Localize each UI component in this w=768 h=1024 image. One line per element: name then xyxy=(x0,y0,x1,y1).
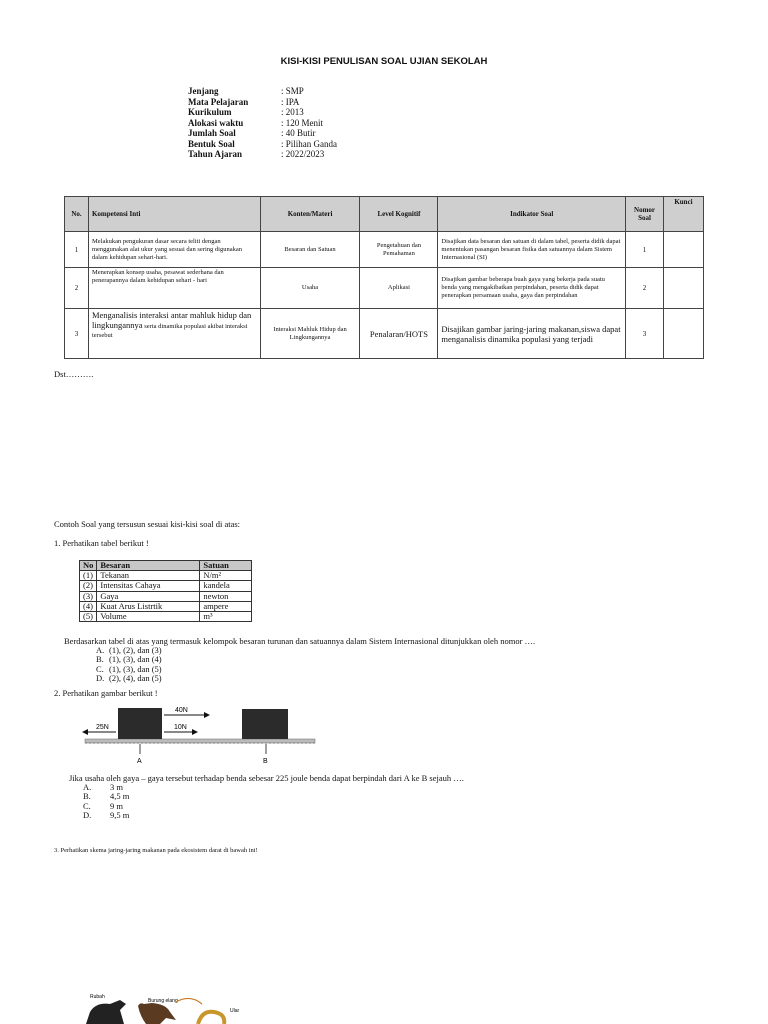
cell-materi: Besaran dan Satuan xyxy=(260,232,360,268)
cell-level: Pengetahuan dan Pemahaman xyxy=(360,232,438,268)
cell-materi: Usaha xyxy=(260,268,360,309)
header-satuan: Satuan xyxy=(200,561,252,571)
table-header-row xyxy=(65,197,704,232)
cell-no: 1 xyxy=(65,232,89,268)
food-web-figure xyxy=(80,990,260,1024)
meta-label: Mata Pelajaran xyxy=(188,96,249,107)
cell-besaran: Kuat Arus Listrtik xyxy=(97,601,200,611)
meta-value: : Pilihan Ganda xyxy=(281,138,337,149)
eagle-silhouette xyxy=(138,1003,176,1024)
option-text: (1), (2), dan (3) xyxy=(109,645,162,655)
option-text: (2), (4), dan (5) xyxy=(109,673,162,684)
option-text: (1), (3), dan (5) xyxy=(109,663,162,674)
header-level: Level Kognitif xyxy=(360,197,438,232)
meta-row xyxy=(188,97,337,108)
label-b: B xyxy=(263,758,268,765)
snake-silhouette xyxy=(198,1012,224,1024)
block-b xyxy=(242,709,288,739)
header-materi: Konten/Materi xyxy=(260,197,360,232)
option-letter: A. xyxy=(96,645,105,655)
cell-kunci xyxy=(664,309,704,359)
force-diagram xyxy=(80,702,320,768)
option-letter: B. xyxy=(96,654,104,665)
header-indikator: Indikator Soal xyxy=(438,197,626,232)
cell-no: (4) xyxy=(80,601,97,611)
header-kompetensi: Kompetensi Inti xyxy=(88,197,260,232)
meta-value: : 40 Butir xyxy=(281,128,316,138)
header-kunci: Kunci xyxy=(664,197,704,232)
besaran-table xyxy=(79,560,252,622)
option-text: 9,5 m xyxy=(110,810,130,821)
meta-label: Jenjang xyxy=(188,86,219,96)
header-besaran: Besaran xyxy=(97,561,200,571)
option-text: 9 m xyxy=(110,800,123,811)
option-text: (1), (3), dan (4) xyxy=(109,654,162,665)
cell-nomor: 3 xyxy=(626,309,664,359)
option-text: 3 m xyxy=(110,782,123,792)
cell-kompetensi: Melakukan pengukuran dasar secara teliti dengan menggunakan alat ukur yang sesuai dan sering digunakan dalam kehidupan sehari-hari. xyxy=(88,232,260,268)
cell-level: Penalaran/HOTS xyxy=(360,309,438,359)
table-row xyxy=(80,601,252,611)
meta-label: Kurikulum xyxy=(188,107,232,117)
meta-value: : SMP xyxy=(281,86,304,96)
header-no: No. xyxy=(65,197,89,232)
table-header-row xyxy=(80,561,252,571)
cell-no: (3) xyxy=(80,591,97,601)
option-letter: D. xyxy=(83,810,92,821)
label-40n: 40N xyxy=(175,707,188,714)
cell-indikator: Disajikan data besaran dan satuan di dalam tabel, peserta didik dapat menentukan pasangan besaran fisika dan satuannya dalam Sistem Internasional (SI) xyxy=(438,232,626,268)
kisi-table xyxy=(64,196,704,359)
meta-value: : IPA xyxy=(281,96,300,107)
label-ular: Ular xyxy=(230,1008,240,1014)
floor xyxy=(85,739,315,743)
option-text: 4,5 m xyxy=(110,791,130,802)
cell-nomor: 2 xyxy=(626,268,664,309)
cell-indikator: Disajikan gambar beberapa buah gaya yang bekerja pada suatu benda yang mengakibatkan perpindahan, peserta didik dapat penerapkan persamaan usaha, gaya dan perpindahan xyxy=(438,268,626,309)
cell-satuan: kandela xyxy=(200,581,252,591)
option-d[interactable] xyxy=(83,811,129,820)
question-1-text: Berdasarkan tabel di atas yang termasuk kelompok besaran turunan dan satuannya dalam Sistem Internasional ditunjukkan oleh nomor …. xyxy=(64,636,536,646)
food-web-arrow xyxy=(176,998,202,1004)
question-1-options xyxy=(96,646,162,684)
cell-kompetensi: Menerapkan konsep usaha, pesawat sederhana dan penerapannya dalam kehidupan sehari - hari xyxy=(88,268,260,309)
cell-kunci xyxy=(664,232,704,268)
table-row xyxy=(65,268,704,309)
cell-no: 2 xyxy=(65,268,89,309)
meta-row xyxy=(188,107,337,118)
cell-besaran: Volume xyxy=(97,612,200,622)
meta-row xyxy=(188,149,337,160)
cell-level: Aplikasi xyxy=(360,268,438,309)
meta-value: : 120 Menit xyxy=(281,117,323,128)
meta-value: : 2013 xyxy=(281,107,304,117)
cell-no: (5) xyxy=(80,612,97,622)
question-3-label: 3. Perhatikan skema jaring-jaring makanan pada ekosistem darat di bawah ini! xyxy=(54,847,258,854)
cell-no: (1) xyxy=(80,571,97,581)
table-row xyxy=(80,581,252,591)
table-row xyxy=(80,612,252,622)
header-nomor: Nomor Soal xyxy=(626,197,664,232)
option-letter: C. xyxy=(96,663,104,674)
meta-block xyxy=(188,86,337,160)
question-2-options xyxy=(83,783,129,821)
cell-nomor: 1 xyxy=(626,232,664,268)
fox-silhouette xyxy=(86,1000,126,1024)
cell-kompetensi xyxy=(88,309,260,359)
meta-label: Jumlah Soal xyxy=(188,128,236,138)
label-10n: 10N xyxy=(174,724,187,731)
kompetensi-rest: serta dinamika populasi akibat interaksi tersebut xyxy=(91,323,248,339)
cell-satuan: newton xyxy=(200,591,252,601)
question-2-label: 2. Perhatikan gambar berikut ! xyxy=(54,688,158,698)
cell-besaran: Intensitas Cahaya xyxy=(97,581,200,591)
cell-kunci xyxy=(664,268,704,309)
label-a: A xyxy=(137,758,142,765)
block-a xyxy=(118,708,162,739)
cell-besaran: Gaya xyxy=(97,591,200,601)
meta-label: Tahun Ajaran xyxy=(188,149,242,159)
kompetensi-main: Menganalisis interaksi antar mahluk hidup dan lingkungannya xyxy=(91,310,252,330)
cell-no: 3 xyxy=(65,309,89,359)
cell-satuan: m³ xyxy=(200,612,252,622)
cell-satuan: N/m² xyxy=(200,571,252,581)
cell-besaran: Tekanan xyxy=(97,571,200,581)
option-d[interactable] xyxy=(96,674,162,683)
meta-row xyxy=(188,86,337,97)
cell-no: (2) xyxy=(80,581,97,591)
cell-materi: Interaksi Mahluk Hidup dan Lingkungannya xyxy=(260,309,360,359)
label-rubah: Rubah xyxy=(90,994,105,1000)
option-letter: D. xyxy=(96,673,105,684)
cell-indikator: Disajikan gambar jaring-jaring makanan,siswa dapat menganalisis dinamika populasi yang terjadi xyxy=(438,309,626,359)
meta-value: : 2022/2023 xyxy=(281,149,325,159)
meta-label: Alokasi waktu xyxy=(188,117,244,128)
table-row xyxy=(65,232,704,268)
page-title: KISI-KISI PENULISAN SOAL UJIAN SEKOLAH xyxy=(280,56,488,67)
contoh-heading: Contoh Soal yang tersusun sesuai kisi-kisi soal di atas: xyxy=(54,519,241,529)
table-row xyxy=(80,571,252,581)
meta-row xyxy=(188,118,337,129)
label-25n: 25N xyxy=(96,724,109,731)
option-letter: A. xyxy=(83,782,92,792)
meta-label: Bentuk Soal xyxy=(188,138,235,149)
question-2-text: Jika usaha oleh gaya – gaya tersebut terhadap benda sebesar 225 joule benda dapat berpindah dari A ke B sejauh …. xyxy=(69,773,464,783)
cell-satuan: ampere xyxy=(200,601,252,611)
meta-row xyxy=(188,128,337,139)
header-no: No xyxy=(80,561,97,571)
label-burung-elang: Burung elang xyxy=(148,998,178,1004)
option-letter: B. xyxy=(83,791,91,802)
option-letter: C. xyxy=(83,800,91,811)
table-row xyxy=(65,309,704,359)
question-1-label: 1. Perhatikan tabel berikut ! xyxy=(54,538,149,548)
table-row xyxy=(80,591,252,601)
dst-text: Dst………. xyxy=(54,369,94,379)
meta-row xyxy=(188,139,337,150)
